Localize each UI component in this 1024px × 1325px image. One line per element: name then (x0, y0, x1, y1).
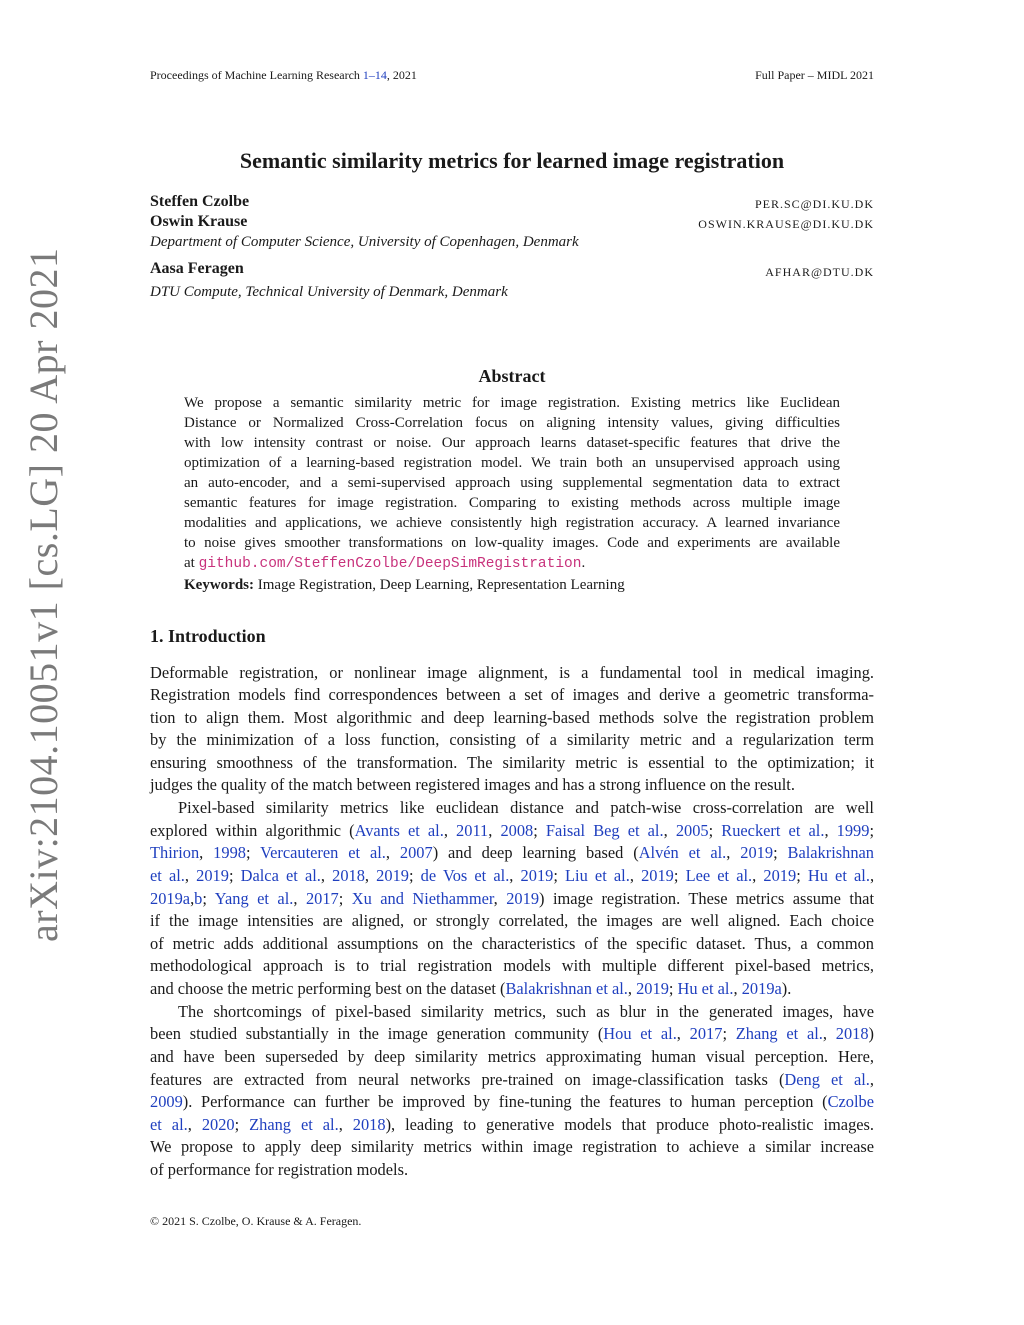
citation-link[interactable]: et al. (150, 866, 185, 885)
author-email: PER.SC@DI.KU.DK (754, 197, 874, 211)
body-line: been studied substantially in the image generation community (Hou et al., 2017; Zhang et al., 2018) (150, 1024, 874, 1043)
citation-link[interactable]: 2019 (376, 866, 409, 885)
body-line: judges the quality of the match between registered images and has a strong influence on the result. (150, 775, 795, 794)
body-line: 2019a,b; Yang et al., 2017; Xu and Niethammer, 2019) image registration. These metrics assume that (150, 889, 875, 908)
citation-link[interactable]: Zhang et al. (249, 1115, 339, 1134)
citation-link[interactable]: Thirion (150, 843, 200, 862)
abstract-line: to noise gives smoother transformations on low-quality images. Code and experiments are available (184, 535, 840, 551)
paper-title: Semantic similarity metrics for learned image registration (239, 148, 785, 173)
abstract-line: We propose a semantic similarity metric for image registration. Existing metrics like Euclidean (184, 395, 840, 411)
author-affiliation: Department of Computer Science, University of Copenhagen, Denmark (150, 234, 579, 250)
body-line: of metric adds additional assumptions on the characteristics of the specific dataset. Thus, a common (150, 934, 874, 953)
citation-link[interactable]: 2018 (835, 1024, 869, 1043)
body-line: methodological approach is to trial registration models with multiple different pixel-based metrics, (150, 956, 874, 975)
citation-link[interactable]: 2008 (500, 821, 534, 840)
citation-link[interactable]: Yang et al. (214, 889, 294, 908)
abstract-line: an auto-encoder, and a semi-supervised approach using supplemental segmentation data to extract (184, 475, 840, 491)
citation-link[interactable]: 2019 (636, 979, 669, 998)
citation-link[interactable]: Lee et al. (685, 866, 753, 885)
citation-link[interactable]: 2018 (332, 866, 365, 885)
author-email: OSWIN.KRAUSE@DI.KU.DK (698, 217, 874, 231)
citation-link[interactable]: 2020 (201, 1115, 235, 1134)
citation-link[interactable]: 2019a (741, 979, 782, 998)
body-line: et al., 2020; Zhang et al., 2018), leading to generative models that produce photo-realistic images. (150, 1115, 875, 1134)
citation-link[interactable]: 2019 (520, 866, 554, 885)
citation-link[interactable]: et al. (150, 1115, 188, 1134)
body-line: Thirion, 1998; Vercauteren et al., 2007) and deep learning based (Alvén et al., 2019; Balakrishnan (150, 843, 874, 862)
abstract-line: modalities and applications, we achieve consistently high registration accuracy. A learned invariance (184, 515, 840, 531)
body-line: by the minimization of a loss function, consisting of a similarity metric and a regularization term (150, 730, 874, 749)
body-line: and choose the metric performing best on the dataset (Balakrishnan et al., 2019; Hu et al., 2019a). (150, 979, 792, 998)
author-email: AFHAR@DTU.DK (765, 265, 874, 279)
body-line: ensuring smoothness of the transformation. The similarity metric is essential to the optimization; it (150, 753, 874, 772)
keywords: Keywords: Image Registration, Deep Learning, Representation Learning (184, 577, 625, 593)
citation-link[interactable]: 2019 (506, 889, 540, 908)
body-line: and have been superseded by deep similarity metrics approximating human visual perception. Here, (150, 1047, 874, 1066)
citation-link[interactable]: Deng et al. (784, 1070, 870, 1089)
citation-link[interactable]: Avants et al. (354, 821, 444, 840)
body-line: Pixel-based similarity metrics like euclidean distance and patch-wise cross-correlation are well (178, 798, 874, 817)
citation-link[interactable]: 2019 (740, 843, 774, 862)
citation-link[interactable]: Liu et al. (565, 866, 630, 885)
citation-link[interactable]: Hu et al. (677, 979, 734, 998)
code-repository-link[interactable]: github.com/SteffenCzolbe/DeepSimRegistration (198, 556, 582, 572)
body-line: tion to align them. Most algorithmic and deep learning-based methods solve the registration problem (150, 708, 874, 727)
abstract-heading: Abstract (478, 366, 546, 386)
abstract-line: semantic features for image registration. Comparing to existing methods across multiple image (184, 495, 840, 511)
citation-link[interactable]: 1999 (836, 821, 870, 840)
abstract-line: with low intensity contrast or noise. Our approach learns dataset-specific features that drive the (184, 435, 840, 451)
body-line: et al., 2019; Dalca et al., 2018, 2019; de Vos et al., 2019; Liu et al., 2019; Lee et al., 2019; Hu et al., (150, 866, 875, 885)
citation-link[interactable]: 2009 (150, 1092, 183, 1111)
citation-link[interactable]: 1998 (213, 843, 246, 862)
citation-link[interactable]: Rueckert et al. (721, 821, 825, 840)
body-line: Registration models find correspondences between a set of images and derive a geometric transforma- (150, 685, 874, 704)
body-line: features are extracted from neural networks pre-trained on image-classification tasks (Deng et al., (150, 1070, 875, 1089)
body-line: of performance for registration models. (150, 1160, 409, 1179)
running-header-left: Proceedings of Machine Learning Research 1–14, 2021 (150, 68, 417, 82)
body-line: We propose to apply deep similarity metrics within image registration to achieve a similar increase (150, 1137, 874, 1156)
citation-link[interactable]: Zhang et al. (735, 1024, 823, 1043)
citation-link[interactable]: 2017 (689, 1024, 723, 1043)
abstract-line: at github.com/SteffenCzolbe/DeepSimRegistration. (184, 555, 586, 572)
running-header-right: Full Paper – MIDL 2021 (755, 68, 874, 82)
citation-link[interactable]: 2019a (150, 889, 191, 908)
citation-link[interactable]: 2011 (456, 821, 489, 840)
citation-link[interactable]: de Vos et al. (420, 866, 510, 885)
body-line: if the image intensities are aligned, or strongly correlated, the images are well aligned. Each choice (150, 911, 874, 930)
copyright-footer: © 2021 S. Czolbe, O. Krause & A. Feragen. (150, 1214, 362, 1228)
citation-link[interactable]: Dalca et al. (240, 866, 321, 885)
citation-link[interactable]: 2017 (305, 889, 339, 908)
citation-link[interactable]: Balakrishnan (787, 843, 874, 862)
keywords-label: Keywords: (184, 577, 254, 593)
citation-link[interactable]: 2005 (675, 821, 709, 840)
abstract-line: optimization of a learning-based registration model. We train both an unsupervised approach using (184, 455, 840, 471)
author-name: Oswin Krause (150, 213, 248, 230)
section-heading: 1. Introduction (150, 626, 266, 646)
citation-link[interactable]: 2018 (352, 1115, 386, 1134)
author-affiliation: DTU Compute, Technical University of Denmark, Denmark (150, 284, 508, 300)
page-range-link[interactable]: 1–14 (362, 68, 387, 82)
citation-link[interactable]: b (194, 889, 203, 908)
body-line: explored within algorithmic (Avants et al., 2011, 2008; Faisal Beg et al., 2005; Rueckert et al., 1999; (150, 821, 874, 840)
body-line: 2009). Performance can further be improved by fine-tuning the features to human perception (Czolbe (150, 1092, 874, 1111)
citation-link[interactable]: Alvén et al. (638, 843, 727, 862)
citation-link[interactable]: Xu and Niethammer (351, 889, 494, 908)
citation-link[interactable]: Vercauteren et al. (260, 843, 386, 862)
citation-link[interactable]: Czolbe (827, 1092, 874, 1111)
citation-link[interactable]: 2019 (763, 866, 797, 885)
author-name: Steffen Czolbe (150, 193, 250, 210)
citation-link[interactable]: Hu et al. (807, 866, 870, 885)
citation-link[interactable]: Faisal Beg et al. (545, 821, 664, 840)
citation-link[interactable]: 2007 (399, 843, 433, 862)
arxiv-identifier: arXiv:2104.10051v1 [cs.LG] 20 Apr 2021 (21, 247, 66, 942)
abstract-line: Distance or Normalized Cross-Correlation focus on aligning intensity values, giving difficulties (184, 415, 840, 431)
citation-link[interactable]: 2019 (641, 866, 674, 885)
author-name: Aasa Feragen (150, 260, 244, 277)
citation-link[interactable]: 2019 (196, 866, 229, 885)
body-line: Deformable registration, or nonlinear image alignment, is a fundamental tool in medical imaging. (150, 663, 874, 682)
body-line: The shortcomings of pixel-based similarity metrics, such as blur in the generated images, have (178, 1002, 874, 1021)
citation-link[interactable]: Balakrishnan et al. (505, 979, 628, 998)
citation-link[interactable]: Hou et al. (603, 1024, 677, 1043)
